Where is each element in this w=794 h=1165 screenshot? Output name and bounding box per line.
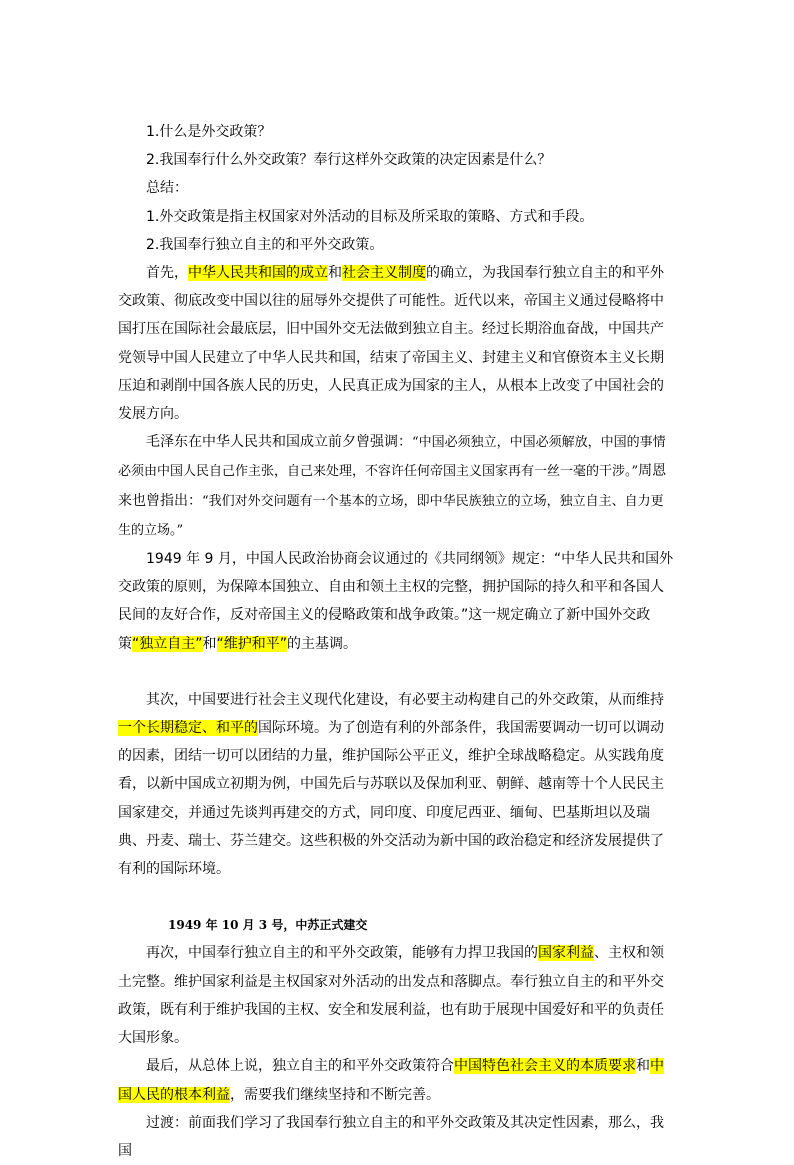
paragraph-first bbox=[118, 259, 676, 428]
paragraph-finally bbox=[118, 1052, 676, 1108]
paragraph-third bbox=[118, 939, 676, 1052]
image-caption: 1949 年 10 月 3 号，中苏正式建交 bbox=[168, 918, 368, 933]
highlight-socialism-requirement: 中国特色社会主义的本质要求 bbox=[454, 1058, 636, 1075]
highlight-stable-environment: 一个长期稳定、和平的 bbox=[118, 720, 258, 737]
text-run: 再次，中国奉行独立自主的和平外交政策，能够有力捍卫我国的 bbox=[146, 945, 538, 962]
text-run: 和 bbox=[328, 265, 342, 282]
paragraph-transition: 过渡：前面我们学习了我国奉行独立自主的和平外交政策及其决定性因素，那么，我国 bbox=[118, 1114, 664, 1159]
text-run: 周恩来也曾指出： bbox=[118, 463, 667, 509]
text-run: 毛泽东在中华人民共和国成立前夕曾强调： bbox=[146, 434, 412, 451]
highlight-peace: “维护和平” bbox=[216, 635, 288, 652]
zhou-quote: “我们对外交问题有一个基本的立场，即中华民族独立的立场，独立自主、自力更生的立场。” bbox=[118, 493, 664, 538]
text-run: 、主权和领土完整。维护国家利益是主权国家对外活动的出发点和落脚点。奉行独立自主的和平外交政策，既有利于维护我国的主权、安全和发展利益，也有助于展现中国爱好和平的负责任大国形象。 bbox=[118, 945, 664, 1047]
summary-label: 总结： bbox=[146, 180, 188, 197]
highlight-independence: “独立自主” bbox=[132, 635, 203, 652]
text-run: 和 bbox=[636, 1058, 650, 1075]
blank-line bbox=[118, 883, 676, 911]
text-run: 的确立，为我国奉行独立自主的和平外交政策、彻底改变中国以往的屈辱外交提供了可能性。近代以来，帝国主义通过侵略将中国打压在国际社会最底层，旧中国外交无法做到独立自主。经过长期浴血奋战，中国共产党领导中国人民建立了中华人民共和国，结束了帝国主义、封建主义和官僚资本主义长期压迫和剥削中国各族人民的历史，人民真正成为国家的主人，从根本上改变了中国社会的发展方向。 bbox=[118, 265, 664, 423]
text-run: 1949 年 9 月，中国人民政治协商会议通过的《共同纲领》规定：“中华人民共和国外交政策的原则，为保障本国独立、自由和领土主权的完整，拥护国际的持久和平和各国人民间的友好合作，反对帝国主义的侵略政策和战争政策。”这一规定确立了新中国外交政策 bbox=[118, 551, 674, 652]
summary-2: 2.我国奉行独立自主的和平外交政策。 bbox=[146, 236, 384, 253]
text-run: 国际环境。为了创造有利的外部条件，我国需要调动一切可以调动的因素，团结一切可以团结的力量，维护国际公平正义，维护全球战略稳定。从实践角度看，以新中国成立初期为例，中国先后与苏联以及保加利亚、朝鲜、越南等十个人民民主国家建交，并通过先谈判再建交的方式，同印度、印度尼西亚、缅甸、巴基斯坦以及瑞典、丹麦、瑞士、芬兰建交。这些积极的外交活动为新中国的政治稳定和经济发展提供了有利的国际环境。 bbox=[118, 720, 664, 878]
question-1: 1.什么是外交政策？ bbox=[146, 124, 272, 140]
highlight-national-interest: 国家利益 bbox=[538, 945, 594, 962]
highlight-people-interest: 中国人民的根本利益 bbox=[118, 1058, 664, 1103]
highlight-prc-founding: 中华人民共和国的成立 bbox=[188, 265, 328, 282]
text-run: ，需要我们继续坚持和不断完善。 bbox=[230, 1086, 440, 1103]
text-run: 最后，从总体上说，独立自主的和平外交政策符合 bbox=[146, 1058, 454, 1075]
mao-quote: “中国必须独立，中国必须解放，中国的事情必须由中国人民自己作主张，自己来处理，不容许任何帝国主义国家再有一丝一毫的干涉。” bbox=[118, 435, 666, 480]
text-run: 的主基调。 bbox=[287, 635, 358, 652]
text-run: 首先， bbox=[146, 265, 188, 282]
paragraph-quotes bbox=[118, 428, 676, 545]
document-body bbox=[118, 118, 676, 1165]
highlight-socialist-system: 社会主义制度 bbox=[342, 265, 426, 282]
text-run: 和 bbox=[202, 635, 217, 652]
text-run: 其次，中国要进行社会主义现代化建设，有必要主动构建自己的外交政策，从而维持 bbox=[146, 691, 664, 708]
question-2: 2.我国奉行什么外交政策？奉行这样外交政策的决定因素是什么？ bbox=[146, 152, 552, 169]
paragraph-common-program bbox=[118, 545, 676, 658]
summary-1: 1.外交政策是指主权国家对外活动的目标及所采取的策略、方式和手段。 bbox=[146, 208, 594, 225]
paragraph-second bbox=[118, 686, 676, 883]
blank-line bbox=[118, 658, 676, 686]
